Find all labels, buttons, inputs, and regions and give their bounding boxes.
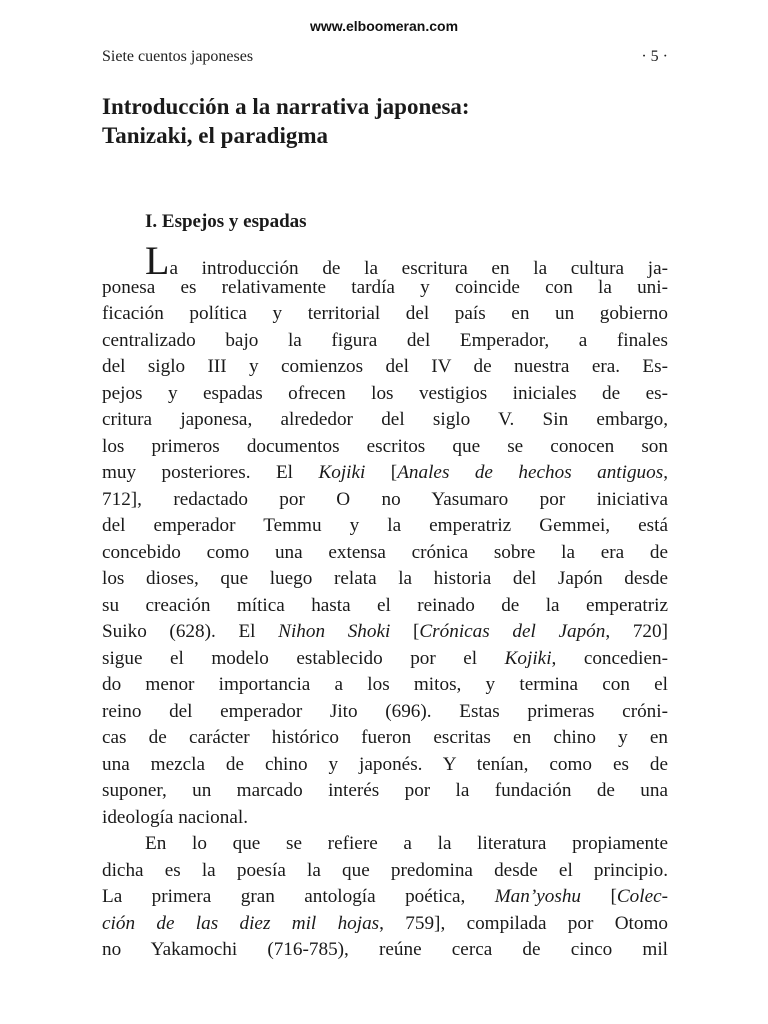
- body-text: [102, 238, 668, 964]
- italic-title: Man’yoshu: [494, 886, 582, 907]
- italic-title: Anales de hechos antiguos: [397, 462, 664, 483]
- text-line: ideología nacional.: [102, 806, 248, 828]
- site-url: www.elboomeran.com: [309, 18, 459, 34]
- drop-cap: L: [145, 238, 170, 283]
- line-text: a introducción de la escritura en la cultura ja-: [169, 258, 668, 279]
- text-line: no Yakamochi (716-785), reúne cerca de cinco mil: [102, 939, 668, 960]
- text-line: ponesa es relativamente tardía y coincide con la uni-: [102, 276, 668, 298]
- text-line: centralizado bajo la figura del Emperador, a finales: [102, 329, 668, 351]
- italic-title: Kojiki: [318, 462, 366, 483]
- text-line: pejos y espadas ofrecen los vestigios iniciales de es-: [102, 382, 668, 404]
- italic-title: Nihon Shoki: [278, 621, 391, 642]
- text-line: concebido como una extensa crónica sobre la era de: [102, 541, 668, 563]
- text-line: ficación política y territorial del país en un gobierno: [102, 303, 668, 324]
- text-line: cas de carácter histórico fueron escritas en chino y en: [102, 727, 668, 748]
- text-line: del siglo III y comienzos del IV de nuestra era. Es-: [102, 356, 668, 377]
- text-line: 712], redactado por O no Yasumaro por iniciativa: [102, 488, 668, 510]
- text-line: sigue el modelo establecido por el Kojiki, concedien-: [102, 647, 668, 669]
- book-title: Siete cuentos japoneses: [102, 48, 254, 65]
- text-line: do menor importancia a los mitos, y termina con el: [102, 674, 668, 695]
- italic-title: Kojiki: [504, 647, 552, 669]
- text-line: su creación mítica hasta el reinado de la emperatriz: [102, 594, 668, 616]
- text-line: [102, 238, 668, 283]
- section-title: I. Espejos y espadas: [145, 211, 307, 232]
- chapter-title-line-1: Introducción a la narrativa japonesa:: [102, 94, 470, 119]
- text-line: una mezcla de chino y japonés. Y tenían, como es de: [102, 753, 668, 775]
- running-head: [102, 48, 668, 66]
- text-line: critura japonesa, alrededor del siglo V. Sin embargo,: [102, 409, 668, 430]
- italic-title: Colec-: [616, 886, 668, 907]
- italic-title: Crónicas del Japón: [419, 621, 606, 642]
- text-line: Suiko (628). El Nihon Shoki [Crónicas del Japón, 720]: [102, 621, 668, 642]
- text-line: La primera gran antología poética, Man’yoshu [Colec-: [102, 886, 668, 907]
- text-line: del emperador Temmu y la emperatriz Gemmei, está: [102, 515, 668, 536]
- text-line: dicha es la poesía la que predomina desde el principio.: [102, 859, 668, 881]
- text-line: ción de las diez mil hojas, 759], compilada por Otomo: [102, 912, 668, 934]
- text-line: reino del emperador Jito (696). Estas primeras cróni-: [102, 700, 668, 722]
- text-line: los dioses, que luego relata la historia del Japón desde: [102, 568, 668, 589]
- chapter-title: [102, 92, 668, 150]
- text-line: muy posteriores. El Kojiki [Anales de hechos antiguos,: [102, 462, 668, 483]
- page-number: · 5 ·: [641, 48, 668, 65]
- text-line: En lo que se refiere a la literatura propiamente: [145, 833, 668, 854]
- chapter-title-line-2: Tanizaki, el paradigma: [102, 123, 328, 148]
- text-line: suponer, un marcado interés por la fundación de una: [102, 780, 668, 801]
- italic-title: ción de las diez mil hojas: [102, 912, 380, 934]
- text-line: los primeros documentos escritos que se conocen son: [102, 435, 668, 457]
